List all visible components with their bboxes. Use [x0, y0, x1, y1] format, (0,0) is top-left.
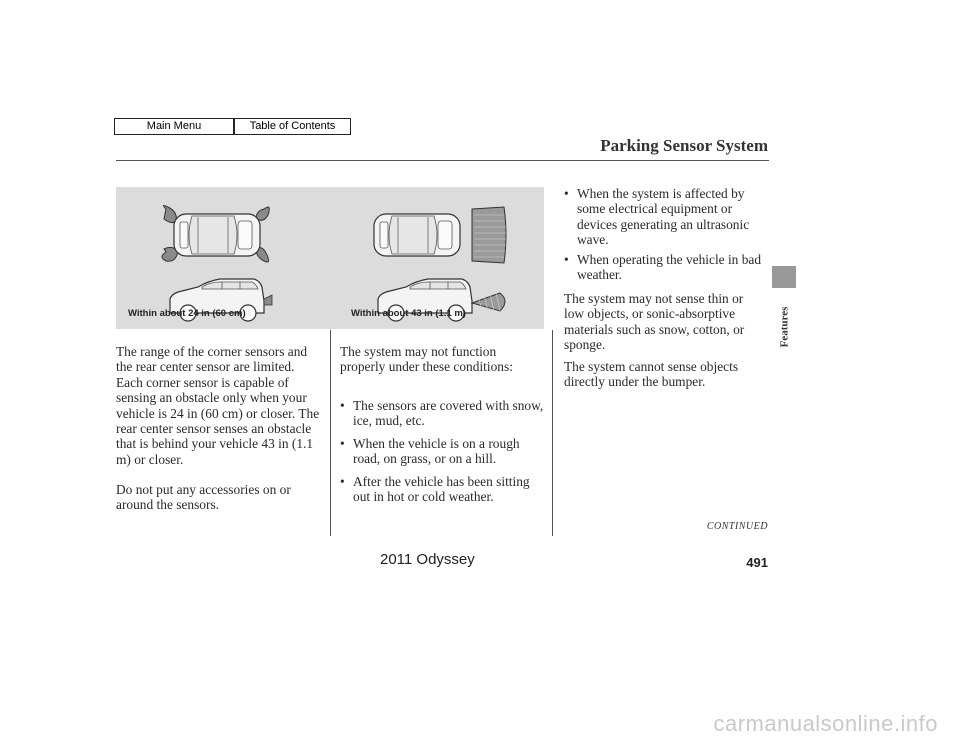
section-tab-label: Features	[778, 306, 791, 348]
header-divider	[116, 160, 769, 161]
list-item: • When the system is affected by some electrical equipment or devices generating an ultrasonic wave.	[564, 186, 773, 248]
main-menu-button[interactable]: Main Menu	[114, 118, 234, 135]
center-sensor-range-label: Within about 43 in (1.1 m)	[351, 308, 466, 319]
list-item: • When the vehicle is on a rough road, on grass, or on a hill.	[340, 436, 549, 467]
table-of-contents-button[interactable]: Table of Contents	[234, 118, 351, 135]
list-item: • After the vehicle has been sitting out in hot or cold weather.	[340, 474, 549, 505]
section-tab-marker	[772, 266, 796, 288]
list-item: • The sensors are covered with snow, ice, mud, etc.	[340, 398, 549, 429]
top-view-center-sensor	[374, 207, 506, 263]
watermark: carmanualsonline.info	[713, 711, 938, 736]
conditions-intro: The system may not function properly under these conditions:	[340, 344, 513, 375]
page-title: Parking Sensor System	[600, 136, 768, 155]
column-divider	[552, 330, 553, 536]
accessories-paragraph: Do not put any accessories on or around the sensors.	[116, 482, 291, 513]
section-tab	[772, 292, 796, 362]
continued-label: CONTINUED	[706, 521, 768, 532]
footer-model-name: 2011 Odyssey	[380, 551, 475, 568]
page-number: 491	[746, 555, 768, 570]
corner-sensor-range-label: Within about 24 in (60 cm)	[128, 308, 246, 319]
thin-objects-paragraph: The system may not sense thin or low objects, or sonic-absorptive materials such as snow, cotton, or sponge.	[564, 291, 745, 353]
column-divider	[330, 330, 331, 536]
under-bumper-paragraph: The system cannot sense objects directly under the bumper.	[564, 359, 739, 390]
sensor-range-paragraph: The range of the corner sensors and the rear center sensor are limited. Each corner sensor is capable of sensing an obstacle only when your vehicle is 24 in (60 cm) or closer. The rear center sensor senses an obstacle that is behind your vehicle 43 in (1.1 m) or closer.	[116, 344, 320, 467]
list-item: • When operating the vehicle in bad weather.	[564, 252, 773, 283]
top-view-corner-sensors	[162, 205, 269, 262]
